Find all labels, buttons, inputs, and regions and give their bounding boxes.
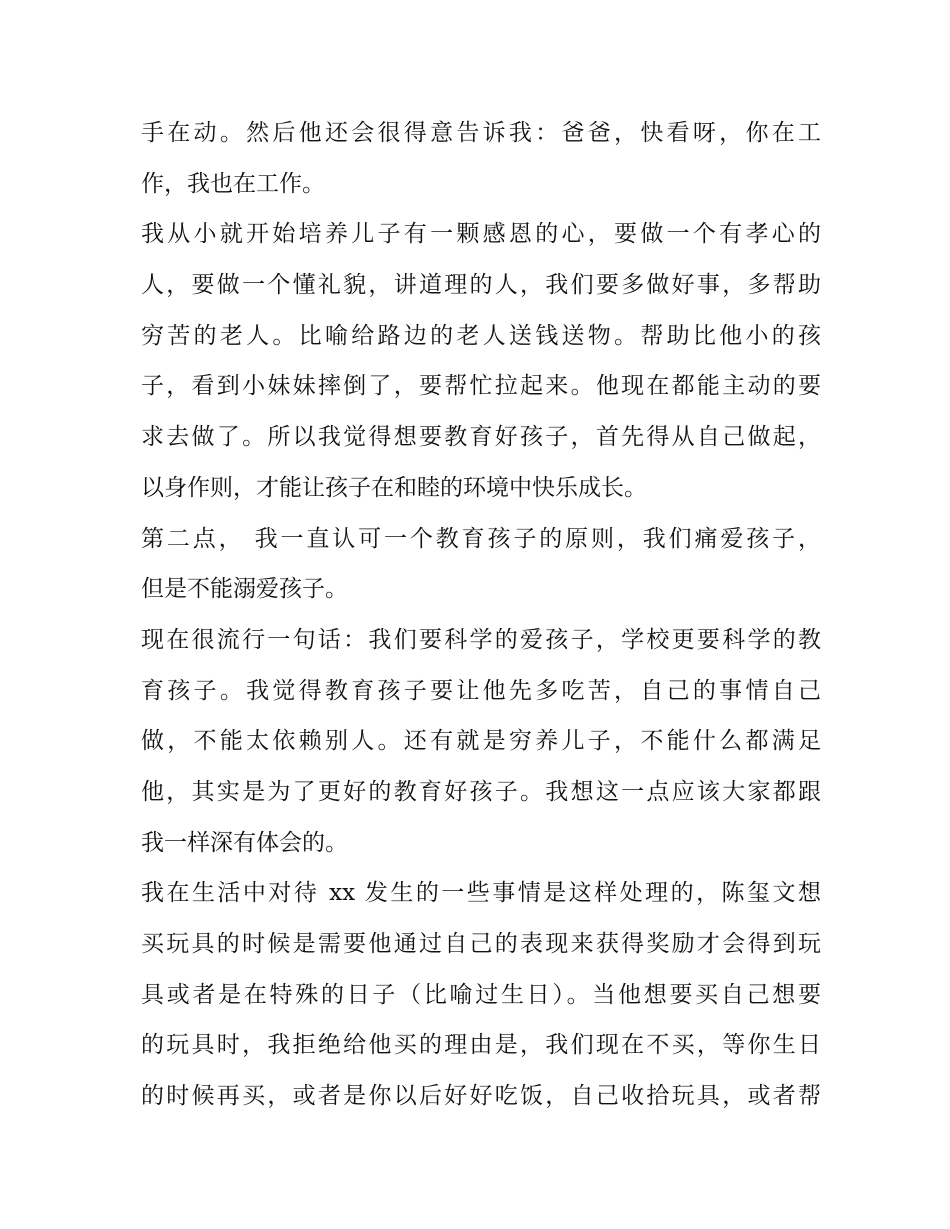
text-line: 育孩子。我觉得教育孩子要让他先多吃苦，自己的事情自己 xyxy=(141,677,821,704)
text-line: 子，看到小妹妹摔倒了，要帮忙拉起来。他现在都能主动的要 xyxy=(141,373,821,400)
text-line: 第二点， 我一直认可一个教育孩子的原则，我们痛爱孩子， xyxy=(141,525,821,552)
document-body xyxy=(141,108,821,1122)
text-line: 的玩具时，我拒绝给他买的理由是，我们现在不买，等你生日 xyxy=(141,1032,821,1059)
text-line: 我一样深有体会的。 xyxy=(141,829,348,856)
text-line: 求去做了。所以我觉得想要教育好孩子，首先得从自己做起， xyxy=(141,424,821,451)
text-line: 他，其实是为了更好的教育好孩子。我想这一点应该大家都跟 xyxy=(141,778,821,805)
text-line: 现在很流行一句话：我们要科学的爱孩子，学校更要科学的教 xyxy=(141,626,821,653)
text-line: 人，要做一个懂礼貌，讲道理的人，我们要多做好事，多帮助 xyxy=(141,272,821,299)
text-line: 做，不能太依赖别人。还有就是穷养儿子，不能什么都满足 xyxy=(141,728,821,755)
text-line: 以身作则，才能让孩子在和睦的环境中快乐成长。 xyxy=(141,474,647,501)
text-line: 手在动。然后他还会很得意告诉我：爸爸，快看呀，你在工 xyxy=(141,120,821,146)
text-line: 的时候再买，或者是你以后好好吃饭，自己收拾玩具，或者帮 xyxy=(141,1083,821,1110)
text-line: 具或者是在特殊的日子（比喻过生日）。当他想要买自己想要 xyxy=(141,981,821,1008)
text-line: 我从小就开始培养儿子有一颗感恩的心，要做一个有孝心的 xyxy=(141,221,821,248)
text-line: 穷苦的老人。比喻给路边的老人送钱送物。帮助比他小的孩 xyxy=(141,322,821,349)
text-line: 我在生活中对待 xx 发生的一些事情是这样处理的，陈玺文想 xyxy=(141,880,821,907)
text-line: 作，我也在工作。 xyxy=(141,170,325,197)
text-line: 买玩具的时候是需要他通过自己的表现来获得奖励才会得到玩 xyxy=(141,931,821,957)
text-line: 但是不能溺爱孩子。 xyxy=(141,576,348,603)
